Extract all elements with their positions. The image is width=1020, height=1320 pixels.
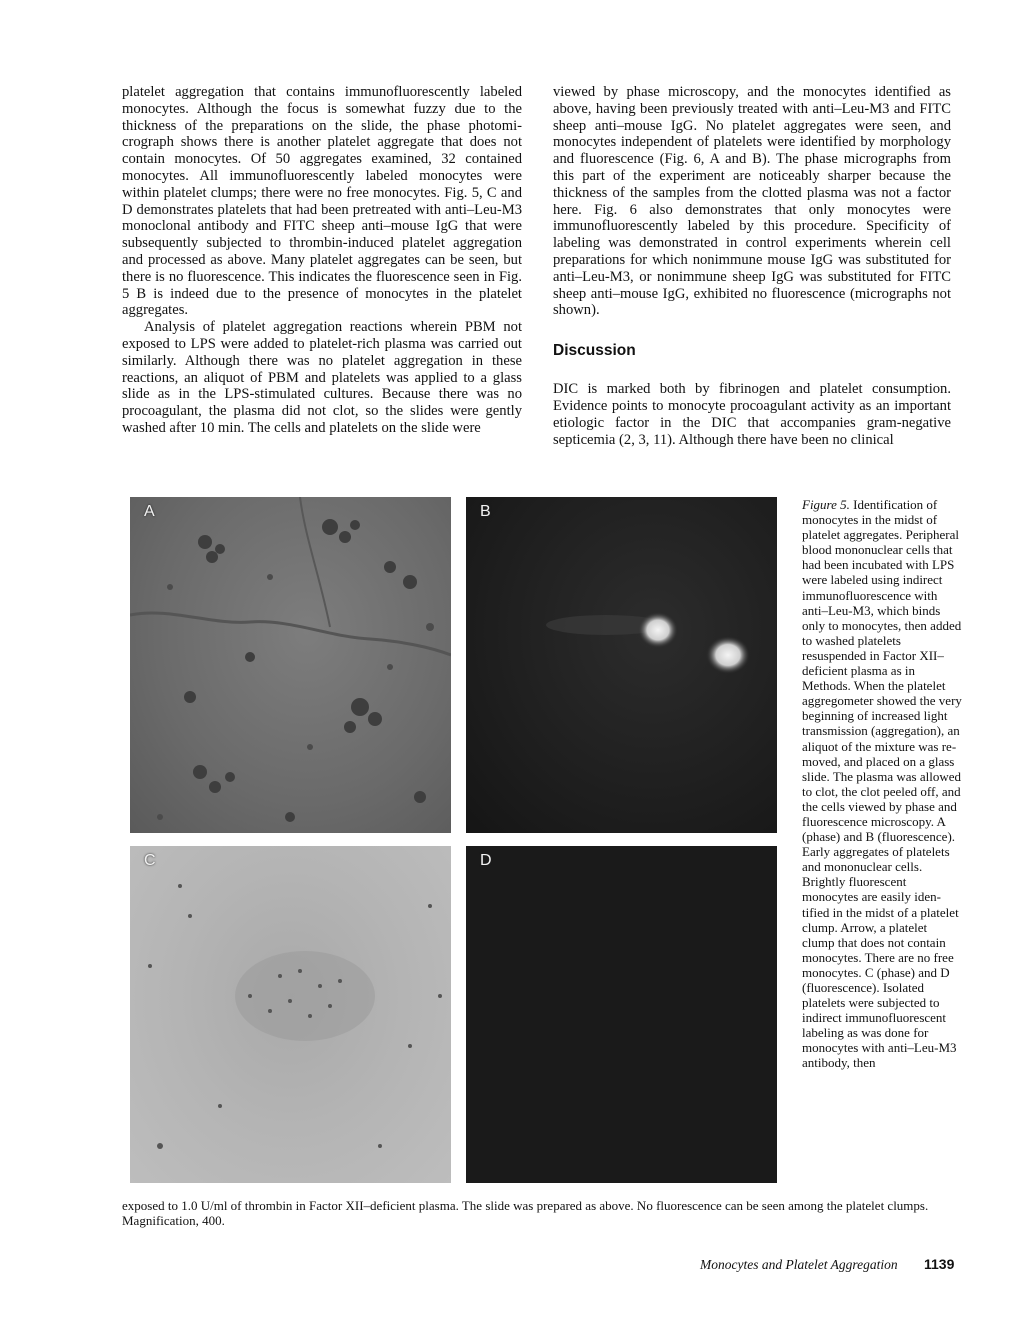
right-paragraph-1: viewed by phase microscopy, and the monocytes identified as above, having been previously treated with anti–Leu-M3 and FITC sheep anti–mouse IgG. No platelet aggregates were seen, and monocytes independent of platelets were identified by morphology and fluorescence (Fig. 6, A and B). The phase micrographs from this part of the experiment are noticeably sharper because the thickness of the samples from the clotted plasma was not a factor here. Fig. 6 also demonstrates that only monocytes were immunofluorescently labeled by this procedure. Specificity of labeling was demonstrated in control experiments wherein cell preparations for which nonimmune mouse IgG was substituted for anti–Leu-M3, or nonimmune sheep IgG was substituted for FITC sheep anti–mouse IgG, exhibited no fluorescence (micrographs not shown).	[553, 84, 951, 319]
section-heading-discussion: Discussion	[553, 342, 636, 360]
page-number: 1139	[924, 1256, 955, 1272]
figure-caption-side-body: Identification of monocytes in the midst of platelet aggregates. Peripheral blood mononuclear cells that had been incubated with LPS were labeled using indirect immunofluorescence with anti–Leu-M3, which binds only to monocytes, then added to washed platelets resuspended in Factor XII–deficient plasma as in Methods. When the platelet aggregometer showed the very beginning of increased light transmission (aggregation), an aliquot of the mixture was removed, and placed on a glass slide. The plasma was allowed to clot, the clot peeled off, and the cells viewed by phase and fluorescence microscopy. A (phase) and B (fluorescence). Early aggregates of platelets and mononuclear cells. Brightly fluorescent monocytes are easily identified in the midst of a platelet clump. Arrow, a platelet clump that does not contain monocytes. There are no free monocytes. C (phase) and D (fluorescence). Isolated platelets were subjected to indirect immunofluorescent labeling as was done for monocytes with anti–Leu-M3 antibody, then	[802, 497, 962, 1071]
phase-micrograph-image-a	[130, 497, 451, 833]
running-head: Monocytes and Platelet Aggregation	[700, 1257, 898, 1272]
figure-caption-side	[802, 497, 962, 1071]
figure-caption-continuation	[122, 1198, 958, 1228]
right-text-column	[553, 84, 951, 448]
left-paragraph-2: Analysis of platelet aggregation reactions wherein PBM not exposed to LPS were added to platelet-rich plasma was carried out similarly. Although there was no platelet aggregation in these reactions, an aliquot of PBM and platelets was applied to a glass slide as in the LPS-stimulated cultures. Because there was no procoagulant, the plasma did not clot, so the slides were gently washed after 10 min. The cells and platelets on the slide were	[122, 319, 522, 436]
panel-label-d: D	[480, 852, 492, 869]
figure-caption-bottom-text: exposed to 1.0 U/ml of thrombin in Factor XII–deficient plasma. The slide was prepared as above. No fluorescence can be seen among the platelet clumps. Magnification, 400.	[122, 1198, 929, 1229]
figure-panel-a-phase-micrograph	[130, 497, 451, 833]
right-paragraph-2: DIC is marked both by fibrinogen and platelet consumption. Evidence points to monocyte procoagulant activity as an important etiologic factor in the DIC that accompanies gram-negative septicemia (2, 3, 11). Although there have been no clinical	[553, 381, 951, 448]
left-text-column	[122, 84, 522, 437]
figure-panel-d-fluorescence-micrograph	[466, 846, 777, 1183]
fluorescence-micrograph-image-b	[466, 497, 777, 833]
figure-panel-b-fluorescence-micrograph	[466, 497, 777, 833]
figure-caption-title: Figure 5.	[802, 497, 850, 512]
panel-label-a: A	[144, 503, 155, 520]
panel-label-c: C	[144, 852, 156, 869]
figure-caption-side-text	[802, 497, 962, 1071]
figure-panel-c-phase-micrograph	[130, 846, 451, 1183]
panel-label-b: B	[480, 503, 491, 520]
phase-micrograph-image-c	[130, 846, 451, 1183]
left-paragraph-1: platelet aggregation that contains immunofluorescently labeled monocytes. Although the focus is somewhat fuzzy due to the thickness of the preparations on the slide, the phase photomicrograph shows there is another platelet aggregate that does not contain monocytes. Of 50 aggregates examined, 32 contained monocytes. All immunofluorescently labeled monocytes were within platelet clumps; there were no free monocytes. Fig. 5, C and D demonstrates platelets that had been pretreated with anti–Leu-M3 monoclonal antibody and FITC sheep anti–mouse IgG that were subsequently subjected to thrombin-induced platelet aggregation and processed as above. Many platelet aggregates can be seen, but there is no fluorescence. This indicates the fluorescence seen in Fig. 5 B is indeed due to the presence of monocytes in the platelet aggregates.	[122, 84, 522, 319]
